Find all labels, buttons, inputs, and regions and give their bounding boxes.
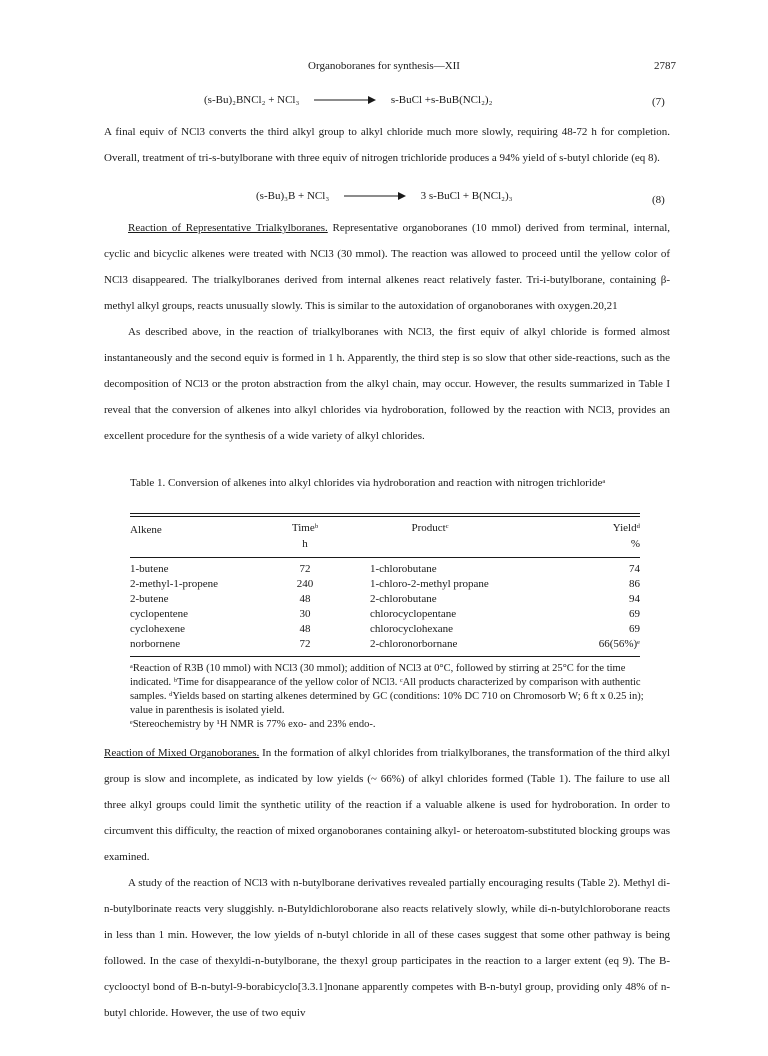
table-cell-alkene: 2-methyl-1-propene (130, 578, 218, 590)
footnote-b: ᵇTime for disappearance of the yellow color of NCl3. (173, 677, 398, 688)
footnote-e: ᵉStereochemistry by ¹H NMR is 77% exo- and 23% endo-. (130, 719, 376, 730)
table-top-rule-double (130, 516, 640, 517)
running-title: Organoboranes for synthesis—XII (308, 60, 460, 72)
table-cell-yield: 86 (629, 578, 640, 590)
section-representative-trialkylboranes (104, 215, 670, 449)
reaction-arrow-icon (344, 192, 406, 200)
table-cell-product: chlorocyclohexane (370, 623, 454, 635)
table-header-time: Timeᵇ (291, 522, 319, 534)
table-cell-yield: 94 (629, 593, 640, 605)
table-cell-yield: 69 (629, 623, 640, 635)
section-mixed-organoboranes (104, 740, 670, 1026)
table-cell-product: chlorocyclopentane (370, 608, 457, 620)
table-cell-time: 240 (296, 578, 314, 590)
table-cell-alkene: 1-butene (130, 563, 169, 575)
page-number: 2787 (654, 60, 676, 72)
table-cell-time: 30 (299, 608, 311, 620)
table-header-time-unit: h (302, 538, 308, 550)
table-cell-time: 48 (299, 623, 311, 635)
table-cell-alkene: 2-butene (130, 593, 169, 605)
table-cell-product: 1-chlorobutane (370, 563, 437, 575)
table-cell-alkene: cyclohexene (130, 623, 185, 635)
table-bottom-rule (130, 656, 640, 657)
table-cell-yield: 74 (629, 563, 640, 575)
table-cell-time: 48 (299, 593, 311, 605)
paragraph-3: As described above, in the reaction of trialkylboranes with NCl3, the first equiv of alkyl chloride is formed almost instantaneously and the second equiv is formed in 1 h. Apparently, the third step is so slow that other side-reactions, such as the decomposition of NCl3 or the proton abstraction from the alkyl chain, may occur. However, the results summarized in Table I reveal that the conversion of alkenes into alkyl chlorides via hydroboration, followed by the reaction with NCl3, provides an excellent procedure for the synthesis of a wide variety of alkyl chlorides. (104, 326, 670, 442)
equation-7-products: s-BuCl +s-BuB(NCl₂)₂ (390, 94, 493, 106)
table-footnotes (130, 662, 650, 732)
table-cell-time: 72 (299, 563, 311, 575)
table-caption: Table 1. Conversion of alkenes into alkyl chlorides via hydroboration and reaction with nitrogen trichlorideᵃ (130, 477, 606, 489)
equation-8-reactants: (s-Bu)₃B + NCl₃ (256, 190, 330, 202)
equation-7-number: (7) (652, 96, 665, 108)
table-header-product: Productᶜ (411, 522, 449, 534)
footnote-d: ᵈYields based on starting alkenes determined by GC (conditions: 10% DC 710 on Chromosorb W; 6 ft x 0.25 in); value in parenthesis is isolated yield. (130, 691, 644, 716)
table-header-yield: Yieldᵈ (612, 522, 640, 534)
table-header-alkene: Alkene (130, 524, 162, 536)
table-header-rule (130, 557, 640, 558)
paragraph-1 (104, 119, 670, 171)
table-cell-time: 72 (299, 638, 311, 650)
footnote-a: ᵃReaction of R3B (10 mmol) with NCl3 (30 mmol); addition of NCl3 at 0°C, followed by stirring at 25°C for the time indicated. (130, 663, 626, 688)
paragraph-2 (104, 215, 670, 319)
paragraph-4-text: In the formation of alkyl chlorides from trialkylboranes, the transformation of the third alkyl group is slow and incomplete, as indicated by low yields (~ 66%) of alkyl chlorides formed (Table 1). The failure to use all three alkyl groups could limit the synthetic utility of the reaction if a valuable alkene is used for hydroboration. In order to circumvent this difficulty, the reaction of mixed organoboranes containing alkyl- or heteroatom-substituted blocking groups was examined. (104, 747, 671, 863)
equation-7 (204, 94, 492, 106)
table-header-yield-unit: % (630, 538, 640, 550)
paragraph-1-text: A final equiv of NCl3 converts the third alkyl group to alkyl chloride much more slowly, requiring 48-72 h for completion. Overall, treatment of tri-s-butylborane with three equiv of nitrogen trichloride produces a 94% yield of s-butyl chloride (eq 8). (104, 126, 670, 164)
table-cell-product: 1-chloro-2-methyl propane (370, 578, 489, 590)
equation-8-number: (8) (652, 194, 665, 206)
table-cell-product: 2-chloronorbornane (370, 638, 458, 650)
table-cell-alkene: norbornene (130, 638, 181, 650)
equation-8-products: 3 s-BuCl + B(NCl₂)₃ (420, 190, 513, 202)
paragraph-5: A study of the reaction of NCl3 with n-butylborane derivatives revealed partially encouraging results (Table 2). Methyl di-n-butylborinate reacts very sluggishly. n-Butyldichloroborane also reacts relatively slowly, while di-n-butylchloroborane reacts in less than 1 min. However, the low yields of n-butyl chloride in all of these cases suggest that some other pathway is being followed. In the case of thexyldi-n-butylborane, the thexyl group participates in the reaction to a larger extent (eq 9). The B-cyclooctyl bond of B-n-butyl-9-borabicyclo[3.3.1]nonane apparently competes with B-n-butyl group, providing only 48% of n-butyl chloride. However, the use of two equiv (104, 877, 670, 1019)
equation-7-reactants: (s-Bu)₂BNCl₂ + NCl₃ (204, 94, 300, 106)
table-cell-product: 2-chlorobutane (370, 593, 437, 605)
table-cell-yield: 66(56%)ᵉ (598, 638, 640, 650)
table-top-rule (130, 513, 640, 514)
reaction-arrow-icon (314, 96, 376, 104)
section-heading: Reaction of Mixed Organoboranes. (104, 747, 260, 759)
paragraph-2-text: Representative organoboranes (10 mmol) derived from terminal, internal, cyclic and bicyclic alkenes were treated with NCl3 (30 mmol). The reaction was allowed to proceed until the yellow color of NCl3 disappeared. The trialkylboranes derived from internal alkenes react relatively faster. Tri-i-butylborane, containing β-methyl alkyl groups, reacts unusually slowly. This is similar to the autoxidation of organoboranes with oxygen.20,21 (104, 222, 671, 312)
equation-8 (256, 190, 512, 202)
paragraph-4 (104, 740, 670, 870)
section-heading: Reaction of Representative Trialkylboranes. (128, 222, 328, 234)
footnote-c: ᶜAll products characterized by comparison with authentic samples. (130, 677, 641, 702)
table-cell-yield: 69 (629, 608, 640, 620)
table-cell-alkene: cyclopentene (130, 608, 189, 620)
table-footnote-block-1 (130, 662, 650, 718)
